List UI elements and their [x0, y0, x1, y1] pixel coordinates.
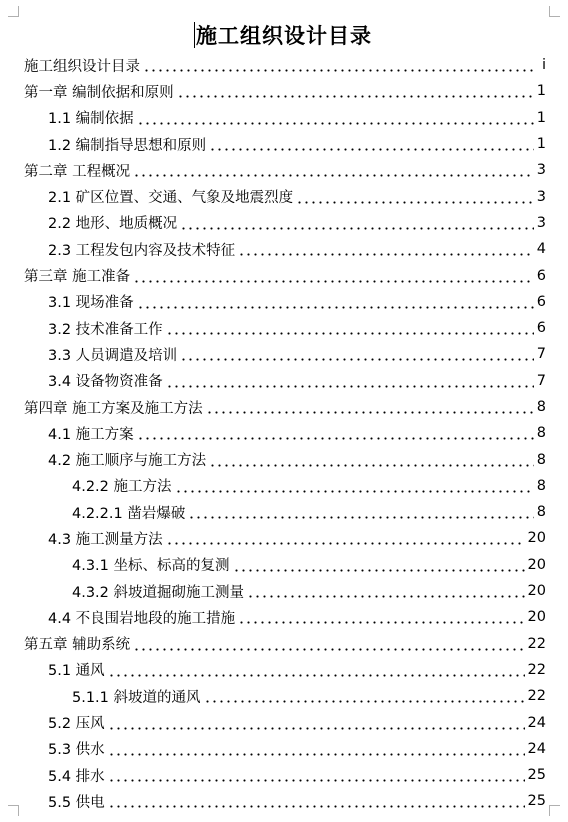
toc-entry-label: 2.2 地形、地质概况 — [48, 216, 178, 233]
toc-entry-page: 3 — [536, 162, 546, 179]
toc-entry-page: 7 — [536, 372, 546, 389]
toc-leader-dots — [108, 768, 525, 782]
toc-entry-label: 4.2.2.1 凿岩爆破 — [72, 505, 186, 522]
toc-leader-dots — [177, 84, 534, 98]
toc-entry-label: 5.3 供水 — [48, 742, 105, 759]
toc-entry-page: 6 — [536, 267, 546, 284]
toc-entry-label: 施工组织设计目录 — [24, 58, 140, 75]
toc-entry-label: 3.4 设备物资准备 — [48, 374, 163, 391]
toc-leader-dots — [296, 190, 534, 204]
toc-entry[interactable] — [0, 394, 568, 420]
toc-entry-label: 2.1 矿区位置、交通、气象及地震烈度 — [48, 190, 294, 207]
toc-entry[interactable] — [0, 105, 568, 131]
toc-leader-dots — [108, 794, 525, 808]
toc-entry-page: 24 — [527, 714, 546, 731]
toc-leader-dots — [209, 453, 534, 467]
toc-entry[interactable] — [0, 473, 568, 499]
toc-leader-dots — [175, 479, 534, 493]
toc-entry[interactable] — [0, 709, 568, 735]
toc-entry-label: 3.2 技术准备工作 — [48, 321, 163, 338]
toc-entry-label: 1.1 编制依据 — [48, 111, 134, 128]
toc-entry-page: 6 — [536, 293, 546, 310]
toc-leader-dots — [233, 558, 525, 572]
toc-entry-label: 5.5 供电 — [48, 794, 105, 811]
toc-entry-page: 8 — [536, 477, 546, 494]
toc-entry-page: 8 — [536, 399, 546, 415]
toc-entry[interactable] — [0, 315, 568, 341]
page-corner-mark — [8, 6, 19, 17]
toc-entry-label: 3.3 人员调遣及培训 — [48, 347, 178, 364]
toc-leader-dots — [204, 689, 525, 703]
toc-leader-dots — [180, 347, 534, 361]
toc-entry-label: 4.3.2 斜坡道掘砌施工测量 — [72, 584, 245, 601]
toc-entry-label: 4.1 施工方案 — [48, 426, 134, 443]
toc-entry-page: 8 — [536, 451, 546, 468]
toc-leader-dots — [166, 374, 534, 388]
toc-entry-label: 3.1 现场准备 — [48, 295, 134, 312]
toc-entry[interactable] — [0, 420, 568, 446]
toc-entry[interactable] — [0, 52, 568, 78]
toc-entry-page: i — [541, 57, 546, 74]
toc-leader-dots — [247, 584, 525, 598]
toc-entry-label: 4.3 施工测量方法 — [48, 531, 163, 548]
toc-leader-dots — [133, 269, 534, 283]
toc-leader-dots — [137, 426, 534, 440]
toc-entry-page: 24 — [527, 740, 546, 757]
toc-entry-label: 4.3.1 坐标、标高的复测 — [72, 558, 230, 575]
toc-leader-dots — [238, 610, 524, 624]
toc-entry[interactable] — [0, 157, 568, 183]
toc-entry[interactable] — [0, 604, 568, 630]
toc-leader-dots — [137, 295, 534, 309]
toc-entry-label: 第四章 施工方案及施工方法 — [24, 400, 203, 417]
table-of-contents — [0, 52, 568, 815]
page-corner-mark — [549, 6, 560, 17]
toc-entry[interactable] — [0, 762, 568, 788]
toc-leader-dots — [108, 742, 525, 756]
toc-entry[interactable] — [0, 78, 568, 104]
toc-entry[interactable] — [0, 289, 568, 315]
toc-leader-dots — [206, 400, 534, 414]
toc-entry-label: 5.1 通风 — [48, 663, 105, 680]
toc-entry[interactable] — [0, 341, 568, 367]
toc-leader-dots — [166, 321, 534, 335]
toc-entry-label: 2.3 工程发包内容及技术特征 — [48, 242, 236, 259]
toc-entry[interactable] — [0, 683, 568, 709]
toc-entry[interactable] — [0, 368, 568, 394]
toc-leader-dots — [209, 137, 534, 151]
toc-entry-page: 22 — [527, 661, 546, 678]
toc-leader-dots — [133, 163, 534, 177]
toc-entry-page: 4 — [536, 241, 546, 258]
toc-entry[interactable] — [0, 446, 568, 472]
toc-entry-label: 4.2.2 施工方法 — [72, 479, 172, 496]
toc-entry-page: 20 — [527, 556, 546, 573]
document-title: 施工组织设计目录 — [196, 23, 372, 48]
toc-leader-dots — [108, 716, 525, 730]
toc-entry-page: 8 — [536, 504, 546, 521]
toc-entry-page: 20 — [527, 583, 546, 600]
toc-entry[interactable] — [0, 578, 568, 604]
toc-entry-label: 1.2 编制指导思想和原则 — [48, 137, 207, 154]
toc-leader-dots — [188, 505, 533, 519]
toc-entry-label: 4.2 施工顺序与施工方法 — [48, 453, 207, 470]
toc-entry-label: 第二章 工程概况 — [24, 163, 131, 180]
toc-entry-page: 25 — [527, 767, 546, 784]
toc-entry-page: 8 — [536, 425, 546, 442]
toc-leader-dots — [143, 58, 535, 72]
toc-entry-page: 1 — [536, 83, 546, 100]
toc-entry-page: 20 — [527, 609, 546, 626]
toc-entry[interactable] — [0, 262, 568, 288]
toc-entry-page: 25 — [527, 793, 546, 810]
toc-leader-dots — [137, 111, 534, 125]
toc-entry-label: 第五章 辅助系统 — [24, 637, 131, 654]
toc-entry-page: 3 — [536, 214, 546, 231]
toc-entry[interactable] — [0, 788, 568, 814]
toc-entry-page: 3 — [536, 188, 546, 205]
toc-leader-dots — [166, 531, 525, 545]
toc-entry-page: 1 — [536, 109, 546, 126]
toc-entry-page: 1 — [536, 136, 546, 153]
toc-entry[interactable] — [0, 131, 568, 157]
toc-entry-label: 第一章 编制依据和原则 — [24, 84, 174, 101]
toc-entry-label: 第三章 施工准备 — [24, 269, 131, 286]
toc-entry[interactable] — [0, 657, 568, 683]
toc-entry[interactable] — [0, 631, 568, 657]
toc-entry-label: 5.4 排水 — [48, 768, 105, 785]
toc-entry-page: 22 — [527, 635, 546, 652]
toc-entry[interactable] — [0, 210, 568, 236]
toc-entry-page: 6 — [536, 320, 546, 337]
toc-entry-label: 5.1.1 斜坡道的通风 — [72, 689, 201, 706]
toc-entry[interactable] — [0, 736, 568, 762]
toc-entry[interactable] — [0, 552, 568, 578]
toc-leader-dots — [133, 637, 524, 651]
toc-entry-page: 20 — [527, 530, 546, 547]
toc-leader-dots — [108, 663, 525, 677]
toc-entry-page: 7 — [536, 346, 546, 363]
toc-entry[interactable] — [0, 499, 568, 525]
toc-entry[interactable] — [0, 525, 568, 551]
toc-leader-dots — [238, 242, 534, 256]
toc-entry-page: 22 — [527, 688, 546, 705]
toc-entry-label: 4.4 不良围岩地段的施工措施 — [48, 610, 236, 627]
toc-entry[interactable] — [0, 183, 568, 209]
toc-entry-label: 5.2 压风 — [48, 716, 105, 733]
toc-entry[interactable] — [0, 236, 568, 262]
toc-leader-dots — [180, 216, 534, 230]
